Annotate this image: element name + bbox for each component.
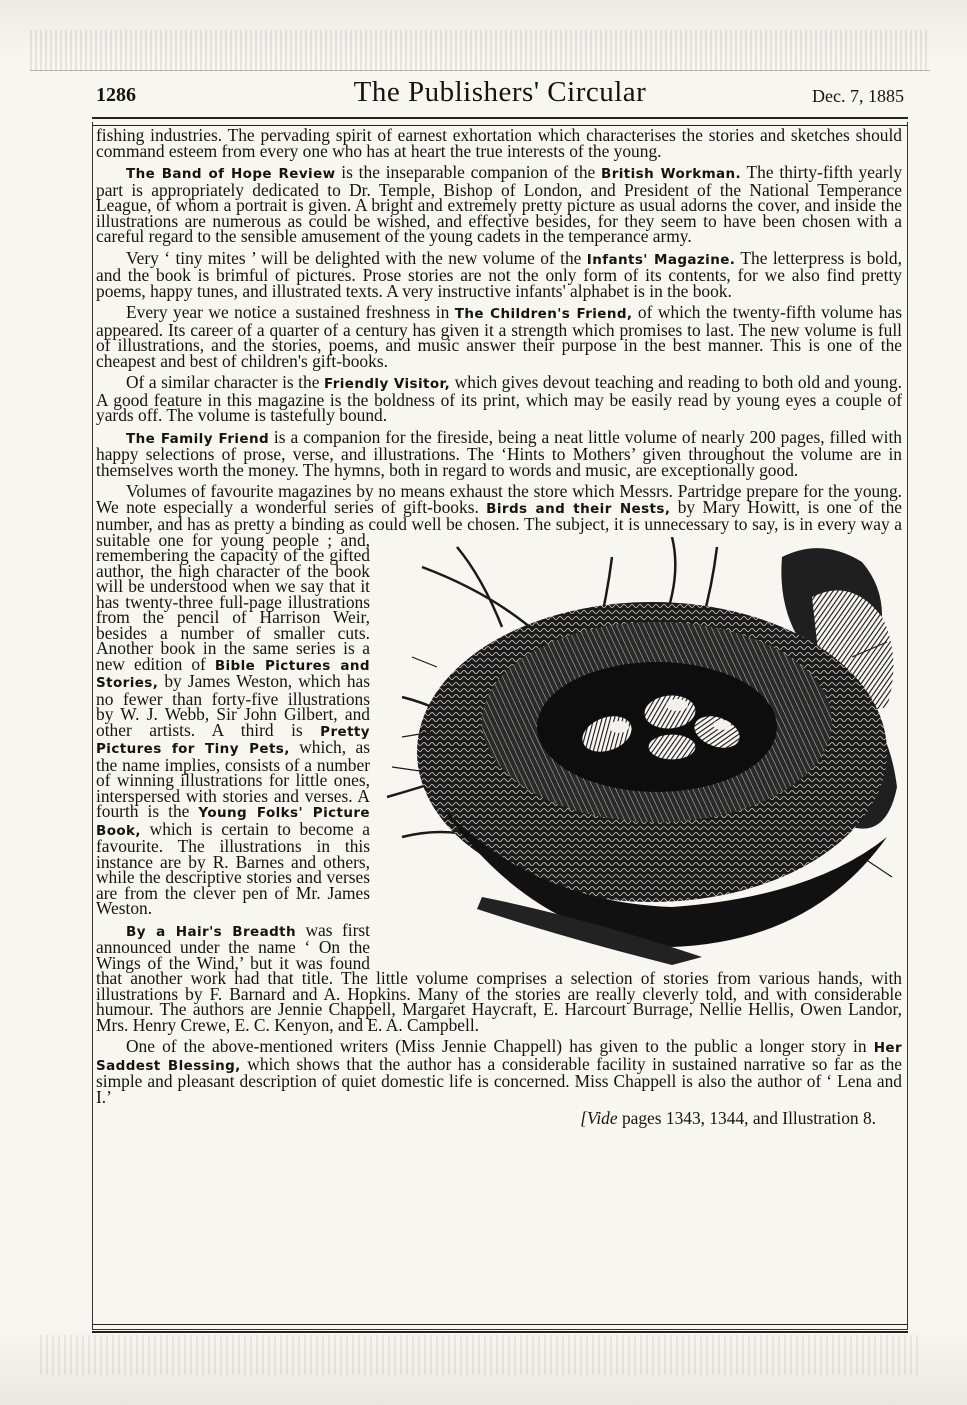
book-title: The Children's Friend, [454, 306, 633, 322]
paragraph-infants-magazine: Very ‘ tiny mites ’ will be delighted with the new volume of the Infants' Magazine. The letterpress is bold, and the book is brimful of pictures. Prose stories are not the only form of its contents, for we also find pretty poems, happy tunes, and illustrated texts. A very instructive infants' alphabet is in the book. [96, 247, 902, 301]
paragraph-hairs-breadth: By a Hair's Breadth was first announced under the name ‘ On the Wings of the Wind,’ but it was found that another work had that title. The little volume comprises a selection of stories from various hands, with illustrations by F. Barnard and A. Hopkins. Many of the stories are really cleverly told, and with considerable humour. The authors are Jennie Chappell, Margaret Haycraft, E. Harcourt Burrage, Nellie Hellis, Owen Landor, Mrs. Henry Crewe, E. C. Kenyon, and E. A. Campbell. [96, 919, 902, 1035]
bird-nest-illustration [382, 537, 902, 965]
book-title: Friendly Visitor, [323, 376, 451, 392]
scan-edge-top [30, 30, 930, 71]
cross-reference: [Vide pages 1343, 1344, and Illustration 8. [580, 1108, 876, 1128]
journal-title: The Publishers' Circular [353, 76, 647, 108]
paragraph-birds-and-nests: Volumes of favourite magazines by no means exhaust the store which Messrs. Partridge prepare for the young. We note especially a wonderful series of gift-books. Birds and their Nests, by Mary Howitt, is one of the number, and has as pretty a binding as could well be chosen. The subject, it is unnecessary to say, is in every way a suitable one for young people ; and, remembering the capacity of the gifted author, the high character of the book will be understood when we say that it has twenty-three full-page illustrations from the pencil of Harrison Weir, besides a number of smaller cuts. Another book in the same series is a new edition of Bible Pictures and Stories, by James Weston, which has no fewer than forty-five illustrations by W. J. Webb, Sir John Gilbert, and other artists. A third is Pretty Pictures for Tiny Pets, which, as the name implies, consists of a number of winning illustrations for little ones, interspersed with stories and verses. A fourth is the Young Folks' Picture Book, which is certain to become a favourite. The illustrations in this instance are by R. Barnes and others, while the descriptive stories and verses are from the clever pen of Mr. James Weston. [96, 484, 902, 917]
paragraph-1: fishing industries. The pervading spirit of earnest exhortation which characterises the stories and sketches should command esteem from every one who has at heart the true interests of the young. [96, 125, 902, 161]
book-title: Bible Pictures and Stories, [96, 657, 370, 691]
book-title: The Band of Hope Review [126, 166, 336, 182]
book-title: Pretty Pictures for Tiny Pets, [96, 723, 370, 757]
paragraph-band-of-hope: The Band of Hope Review is the inseparable companion of the British Workman. The thirty-fifth yearly part is appropriately dedicated to Dr. Temple, Bishop of London, and President of the National Temperance League, of whom a portrait is given. A bright and extremely pretty picture as usual adorns the cover, and inside the illustrations are numerous as could be wished, and effective besides, for they seem to have been chosen with a careful regard to the sensible amusement of the young cadets in the temperance army. [96, 162, 903, 246]
paragraph-friendly-visitor: Of a similar character is the Friendly Visitor, which gives devout teaching and reading to both old and young. A good feature in this magazine is the boldness of its print, which may be easily read by young eyes a couple of yards off. The volume is tastefully bound. [96, 372, 902, 425]
paragraph-childrens-friend: Every year we notice a sustained freshness in The Children's Friend, of which the twenty-fifth volume has appeared. Its career of a quarter of a century has given it a strength which promises to last. The new volume is full of illustrations, and the stories, poems, and music answer their purpose in the best manner. This is one of the cheapest and best of children's gift-books. [96, 302, 902, 371]
nest-engraving-svg [382, 537, 902, 965]
book-title: By a Hair's Breadth [126, 923, 297, 940]
paragraph-saddest-blessing: One of the above-mentioned writers (Miss Jennie Chappell) has given to the public a longer story in Her Saddest Blessing, which shows that the author has a considerable facility in sustained narrative so far as the simple and pleasant description of quiet domestic life is concerned. Miss Chappell is also the author of ‘ Lena and I.’ [96, 1036, 902, 1107]
page-header [92, 74, 908, 114]
article-body [96, 125, 903, 1133]
issue-date: Dec. 7, 1885 [812, 86, 904, 106]
book-title: Her Saddest Blessing, [96, 1040, 902, 1074]
footer-rule [92, 1324, 908, 1333]
book-title: The Family Friend [126, 430, 270, 447]
book-title: Birds and their Nests, [486, 500, 671, 517]
scan-edge-bottom [40, 1335, 920, 1375]
page-number: 1286 [96, 84, 136, 106]
book-title: Infants' Magazine. [586, 251, 736, 268]
book-title: British Workman. [601, 166, 742, 182]
paragraph-family-friend: The Family Friend is a companion for the fireside, being a neat little volume of nearly 200 pages, filled with happy selections of prose, verse, and illustrations. The ‘Hints to Mothers’ given throughout the volume are in themselves worth the money. The hymns, both in regard to words and music, are exceptionally good. [96, 426, 902, 480]
book-title: Young Folks' Picture Book, [96, 805, 370, 839]
